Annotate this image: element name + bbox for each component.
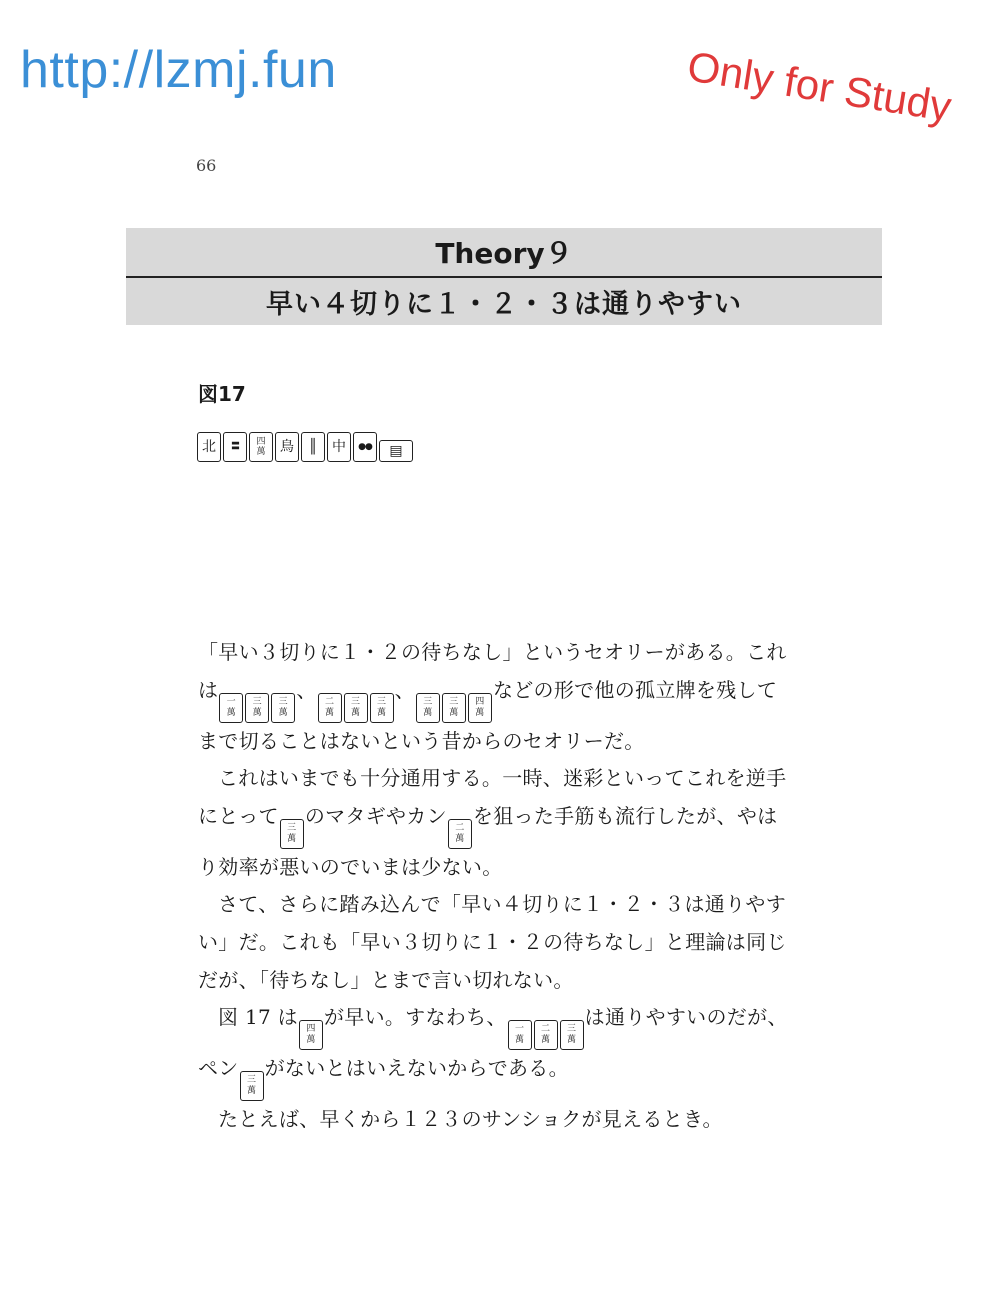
one-sou-bird-tile-icon: 鳥	[275, 432, 299, 462]
page-number: 66	[196, 156, 217, 175]
three-man-tile-icon: 三 萬	[344, 693, 368, 723]
two-man-tile-icon: 二 萬	[448, 819, 472, 849]
paragraph-3: さて、さらに踏み込んで「早い４切りに１・２・３は通りやすい」だ。これも「早い３切りに１・２の待ちなし」と理論は同じだが、「待ちなし」とまで言い切れない。	[198, 892, 787, 992]
eight-sou-tile-icon: 〓	[223, 432, 247, 462]
two-man-tile-icon: 二 萬	[534, 1020, 558, 1050]
two-man-tile-icon: 二 萬	[318, 693, 342, 723]
body-text	[198, 634, 788, 1139]
three-man-tile-icon: 三 萬	[280, 819, 304, 849]
north-wind-tile-icon: 北	[197, 432, 221, 462]
tile-hand	[197, 430, 415, 462]
three-man-tile-icon: 三 萬	[240, 1071, 264, 1101]
four-man-tile-icon: 四 萬	[249, 432, 273, 462]
figure-label: 図17	[198, 382, 246, 406]
red-dragon-tile-icon: 中	[327, 432, 351, 462]
watermark-study: Only for Study	[684, 42, 955, 131]
one-man-tile-icon: 一 萬	[219, 693, 243, 723]
theory-title: Theory９	[126, 228, 882, 278]
paragraph-2: これはいまでも十分通用する。一時、迷彩といってこれを逆手にとって 三 萬 のマタギやカン 二 萬 を狙った手筋も流行したが、やはり効率が悪いのでいまは少ない。	[198, 766, 787, 879]
paragraph-1: 「早い３切りに１・２の待ちなし」というセオリーがある。これは 一 萬 三 萬 三 萬 、 二 萬 三 萬 三 萬 、 三 萬 三 萬 四 萬 などの形で他の孤立牌を残してまで切ることはないという昔からのセオリーだ。	[198, 640, 787, 753]
four-man-tile-icon: 四 萬	[299, 1020, 323, 1050]
four-pin-tile-icon: ●●	[353, 432, 377, 462]
three-man-tile-icon: 三 萬	[271, 693, 295, 723]
title-box	[126, 228, 882, 325]
two-sou-tile-icon: ║	[301, 432, 325, 462]
three-man-tile-icon: 三 萬	[245, 693, 269, 723]
three-man-tile-icon: 三 萬	[416, 693, 440, 723]
paragraph-4: 図 17 は 四 萬 が早い。すなわち、 一 萬 二 萬 三 萬 は通りやすいのだが、ペン 三 萬 がないとはいえないからである。	[198, 999, 788, 1101]
watermark-url: http://lzmj.fun	[20, 41, 337, 99]
paragraph-5: たとえば、早くから１２３のサンショクが見えるとき。	[218, 1107, 723, 1132]
four-man-tile-icon: 四 萬	[468, 693, 492, 723]
three-man-tile-icon: 三 萬	[370, 693, 394, 723]
three-man-tile-icon: 三 萬	[442, 693, 466, 723]
sideways-tile-icon: ▤	[379, 440, 413, 462]
one-man-tile-icon: 一 萬	[508, 1020, 532, 1050]
theory-subtitle: 早い４切りに１・２・３は通りやすい	[266, 289, 742, 320]
three-man-tile-icon: 三 萬	[560, 1020, 584, 1050]
